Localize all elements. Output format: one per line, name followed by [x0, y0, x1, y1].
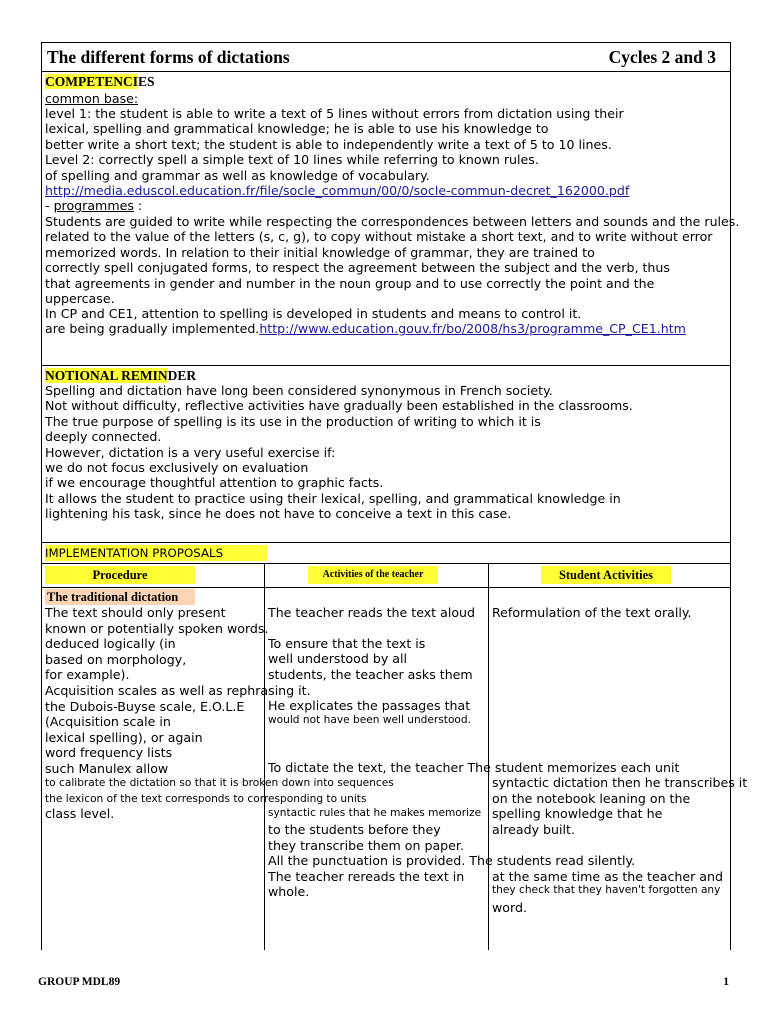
competencies-line: lexical, spelling and grammatical knowledge; he is able to use his knowledge to — [45, 121, 549, 137]
divider-table-header — [41, 587, 731, 588]
notional-line: deeply connected. — [45, 429, 162, 445]
procedure-line: The text should only present — [45, 605, 226, 620]
divider-implementation — [41, 563, 731, 564]
cycles-label: Cycles 2 and 3 — [608, 47, 716, 67]
competencies-heading — [45, 74, 155, 90]
notional-line: if we encourage thoughtful attention to graphic facts. — [45, 475, 384, 491]
teacher-line-b: The teacher rereads the text in — [268, 868, 465, 884]
teacher-line-b: they transcribe them on paper. — [268, 837, 464, 853]
footer-page-number: 1 — [723, 976, 729, 988]
frame-left — [41, 42, 42, 950]
frame-top — [41, 42, 731, 43]
competencies-line: level 1: the student is able to write a text of 5 lines without errors from dictation using their — [45, 106, 624, 121]
notional-line: Not without difficulty, reflective activities have gradually been established in the classrooms. — [45, 398, 633, 414]
socle-commun-link[interactable]: http://media.eduscol.education.fr/file/socle_commun/00/0/socle-commun-decret_162000.pdf — [45, 183, 630, 198]
notional-heading-rest: DER — [167, 368, 197, 383]
procedure-line: lexical spelling), or again — [45, 729, 203, 745]
col-header-procedure: Procedure — [45, 566, 195, 584]
competencies-line: better write a short text; the student is able to independently write a text of 5 to 10 lines. — [45, 136, 612, 152]
programmes-line: uppercase. — [45, 291, 115, 306]
procedure-line: Acquisition scales as well as rephrasing it. — [45, 683, 311, 698]
student-line-6: at the same time as the teacher and — [492, 869, 723, 884]
col-header-teacher: Activities of the teacher — [308, 566, 438, 584]
divider-title — [41, 71, 731, 72]
procedure-line: deduced logically (in — [45, 636, 176, 652]
notional-line: It allows the student to practice using their lexical, spelling, and grammatical knowledge in — [45, 490, 621, 506]
teacher-dictate-line: To dictate the text, the teacher The student memorizes each unit — [268, 760, 680, 775]
divider-competencies — [41, 365, 731, 366]
programmes-label: - programmes : — [45, 198, 143, 213]
notional-line: Spelling and dictation have long been considered synonymous in French society. — [45, 383, 553, 398]
footer-group: GROUP MDL89 — [38, 976, 121, 988]
col-header-student: Student Activities — [541, 566, 671, 584]
programmes-line: related to the value of the letters (s, c, g), to copy without mistake a short text, and to write without error — [45, 229, 713, 245]
common-base-label: common base: — [45, 91, 139, 106]
teacher-line-b: All the punctuation is provided. The students read silently. — [268, 853, 636, 869]
teacher-line-b: whole. — [268, 884, 310, 900]
notional-line: However, dictation is a very useful exercise if: — [45, 444, 336, 460]
procedure-line: for example). — [45, 667, 130, 683]
programmes-line: correctly spell conjugated forms, to respect the agreement between the subject and the verb, thus — [45, 260, 670, 276]
teacher-line-4: students, the teacher asks them — [268, 667, 473, 682]
competencies-last-line: are being gradually implemented.http://www.education.gouv.fr/bo/2008/hs3/programme_CP_CE1.htm — [45, 321, 686, 336]
frame-right — [730, 42, 731, 950]
notional-line: The true purpose of spelling is its use in the production of writing to which it is — [45, 413, 541, 429]
procedure-small-1: to calibrate the dictation so that it is broken down into sequences — [45, 777, 394, 789]
student-last-line: word. — [492, 900, 527, 915]
procedure-last-line: class level. — [45, 806, 115, 821]
divider-notional — [41, 542, 731, 543]
teacher-line-5: He explicates the passages that — [268, 698, 471, 713]
competencies-line: Level 2: correctly spell a simple text of 10 lines while referring to known rules. — [45, 152, 539, 168]
teacher-line-3: well understood by all — [268, 651, 408, 666]
procedure-line: word frequency lists — [45, 745, 173, 761]
programmes-line: memorized words. In relation to their initial knowledge of grammar, they are trained to — [45, 244, 595, 260]
page-title: The different forms of dictations — [47, 47, 290, 67]
student-line-3: on the notebook leaning on the — [492, 791, 691, 806]
teacher-line-2: To ensure that the text is — [268, 636, 426, 651]
student-line-5: already built. — [492, 822, 575, 837]
programmes-line: that agreements in gender and number in the noun group and to use correctly the point and the — [45, 275, 655, 291]
procedure-line: (Acquisition scale in — [45, 714, 171, 730]
competencies-line: of spelling and grammar as well as knowledge of vocabulary. — [45, 167, 430, 183]
procedure-line: the Dubois-Buyse scale, E.O.L.E — [45, 698, 245, 714]
notional-line: we do not focus exclusively on evaluation — [45, 460, 309, 475]
student-line-1: Reformulation of the text orally. — [492, 605, 692, 620]
programmes-line: Students are guided to write while respecting the correspondences between letters and sounds and the rules. — [45, 214, 740, 229]
competencies-heading-highlight: COMPETENCI — [45, 74, 139, 89]
programmes-line: In CP and CE1, attention to spelling is developed in students and means to control it. — [45, 306, 582, 322]
notional-line: lightening his task, since he does not have to conceive a text in this case. — [45, 506, 512, 522]
programme-cp-ce1-link[interactable]: http://www.education.gouv.fr/bo/2008/hs3/programme_CP_CE1.htm — [259, 321, 686, 336]
procedure-line: based on morphology, — [45, 651, 187, 667]
notional-heading-highlight: NOTIONAL REMIN — [45, 368, 168, 383]
competencies-heading-rest: ES — [138, 74, 155, 89]
link-socle-commun[interactable] — [45, 183, 629, 198]
teacher-line-1: The teacher reads the text aloud — [268, 605, 476, 620]
teacher-small-2: syntactic rules that he makes memorize — [268, 807, 482, 819]
notional-heading — [45, 368, 196, 384]
procedure-line: such Manulex allow — [45, 761, 169, 776]
procedure-line: known or potentially spoken words. — [45, 620, 269, 636]
traditional-dictation-label: The traditional dictation — [45, 589, 195, 605]
procedure-small-2: the lexicon of the text corresponds to corresponding to units — [45, 793, 367, 805]
student-line-4: spelling knowledge that he — [492, 806, 663, 821]
student-line-2: syntactic dictation then he transcribes it — [492, 775, 748, 790]
programmes-word: programmes — [53, 198, 134, 213]
teacher-small-1: would not have been well understood. — [268, 714, 472, 726]
student-small-1: they check that they haven't forgotten any — [492, 884, 721, 896]
table-col-divider-2 — [488, 563, 489, 950]
teacher-line-b: to the students before they — [268, 822, 441, 837]
implementation-heading: IMPLEMENTATION PROPOSALS — [45, 545, 267, 561]
